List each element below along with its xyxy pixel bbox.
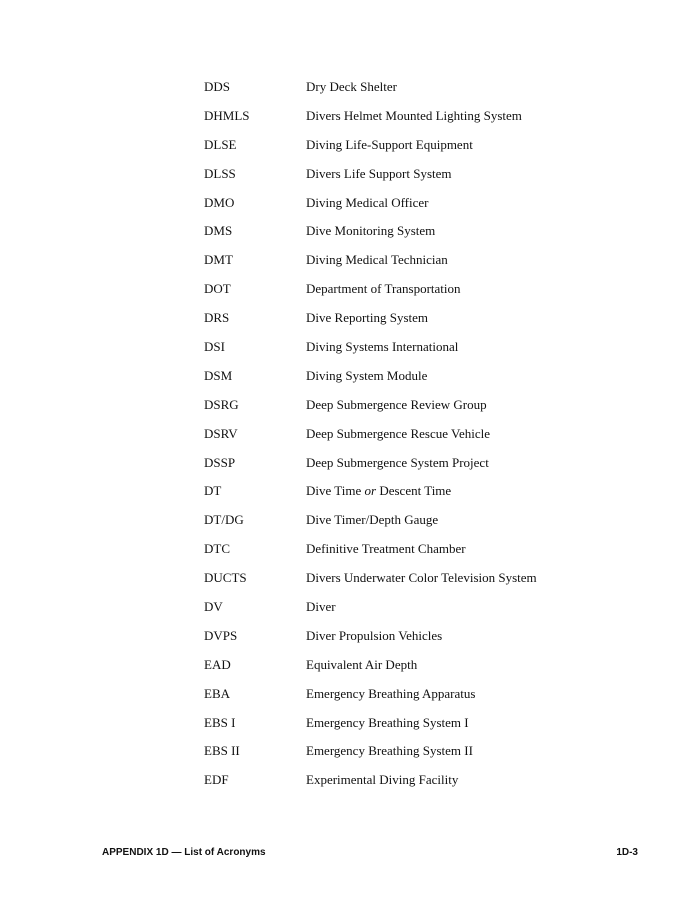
acronym-abbr: DHMLS [204,107,250,123]
acronym-definition: Definitive Treatment Chamber [306,541,466,557]
footer-section-title: APPENDIX 1D — List of Acronyms [102,847,266,858]
acronym-abbr: DLSS [204,165,236,181]
acronym-abbr: DSI [204,339,225,355]
acronym-row [204,222,604,251]
acronym-definition: Deep Submergence System Project [306,454,489,470]
acronym-definition: Department of Transportation [306,281,461,297]
acronym-abbr: DTC [204,541,230,557]
acronym-row [204,598,604,627]
acronym-definition: Emergency Breathing System I [306,714,469,730]
acronym-abbr: EAD [204,656,231,672]
acronym-row [204,136,604,165]
acronym-definition: Dive Timer/Depth Gauge [306,512,439,528]
acronym-definition: Emergency Breathing Apparatus [306,685,476,701]
acronym-row [204,454,604,483]
acronym-row [204,165,604,194]
acronym-abbr: DOT [204,281,231,297]
acronym-definition: Deep Submergence Review Group [306,396,487,412]
acronym-row [204,569,604,598]
acronym-definition: Dive Reporting System [306,310,429,326]
acronym-row [204,511,604,540]
acronym-list [204,78,604,800]
acronym-abbr: DV [204,599,223,615]
acronym-definition: Diving Medical Technician [306,252,448,268]
acronym-definition: Experimental Diving Facility [306,772,459,788]
acronym-definition: Dry Deck Shelter [306,79,397,94]
acronym-abbr: EDF [204,772,229,788]
definition-text: Dive Time [306,483,365,499]
acronym-row [204,309,604,338]
acronym-row [204,482,604,511]
acronym-row [204,367,604,396]
acronym-row [204,656,604,685]
acronym-row [204,194,604,223]
acronym-definition: Emergency Breathing System II [306,743,473,759]
acronym-abbr: DSSP [204,454,236,470]
acronym-abbr: DSM [204,367,233,383]
acronym-abbr: DMT [204,252,233,268]
acronym-definition: Dive Monitoring System [306,223,436,239]
acronym-definition: Deep Submergence Rescue Vehicle [306,425,490,441]
page-footer [102,845,638,861]
acronym-abbr: DLSE [204,136,237,152]
acronym-abbr: EBS I [204,714,236,730]
acronym-definition: Diver [306,599,336,615]
acronym-abbr: EBS II [204,743,240,759]
acronym-abbr: EBA [204,685,230,701]
acronym-row [204,714,604,743]
acronym-abbr: DT [204,483,222,499]
acronym-definition: Divers Helmet Mounted Lighting System [306,107,522,123]
acronym-abbr: DSRG [204,396,239,412]
acronym-abbr: DVPS [204,627,238,643]
acronym-abbr: DMO [204,194,235,210]
acronym-abbr: DSRV [204,425,238,441]
acronym-definition: Divers Life Support System [306,165,452,181]
acronym-row [204,425,604,454]
acronym-definition: Diving Life-Support Equipment [306,136,473,152]
acronym-abbr: DT/DG [204,512,244,528]
acronym-row [204,627,604,656]
acronym-row [204,251,604,280]
definition-text: Descent Time [376,483,452,499]
acronym-abbr: DUCTS [204,570,247,586]
acronym-row [204,742,604,771]
acronym-row [204,540,604,569]
acronym-definition: Divers Underwater Color Television System [306,570,537,586]
acronym-row [204,280,604,309]
acronym-row [204,107,604,136]
acronym-abbr: DMS [204,223,233,239]
page-number: 1D-3 [616,847,638,858]
acronym-abbr: DDS [204,79,231,94]
acronym-definition: Diver Propulsion Vehicles [306,627,443,643]
acronym-definition: Diving System Module [306,367,428,383]
acronym-definition: Equivalent Air Depth [306,656,418,672]
acronym-row [204,338,604,367]
definition-italic-word: or [364,483,377,499]
acronym-definition [306,482,451,500]
acronym-row [204,771,604,800]
acronym-row [204,685,604,714]
acronym-definition: Diving Medical Officer [306,194,429,210]
acronym-definition: Diving Systems International [306,339,459,355]
acronym-row [204,78,604,107]
acronym-row [204,396,604,425]
acronym-abbr: DRS [204,310,230,326]
